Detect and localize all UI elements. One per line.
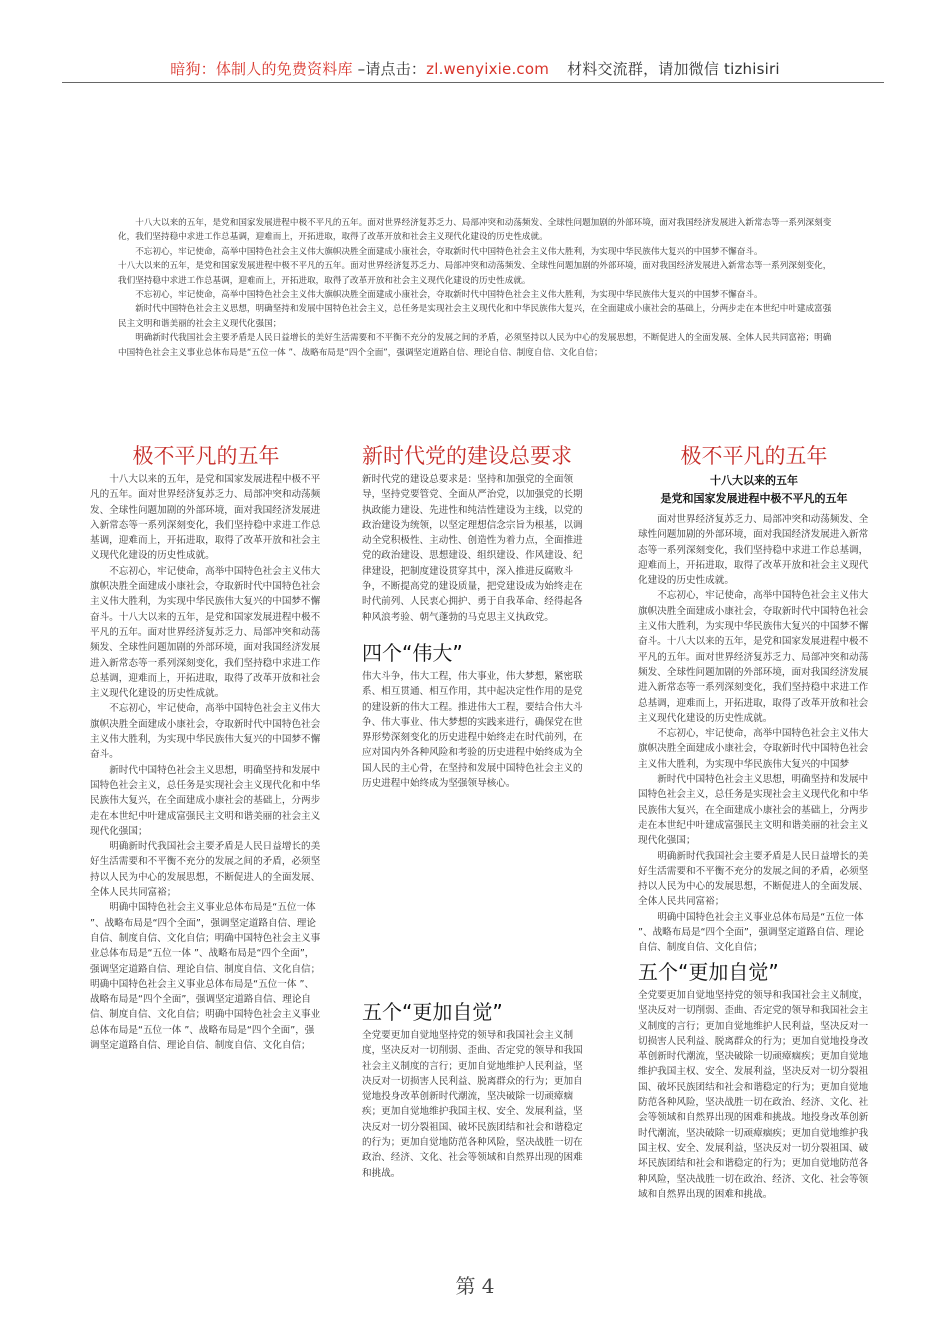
subtitle: 是党和国家发展进程中极不平凡的五年 bbox=[660, 492, 848, 505]
paragraph: 明确中国特色社会主义事业总体布局是“五位一体 ”、战略布局是“四个全面”，强调坚定道路自信、理论自信、制度自信、文化自信；明确中国特色社会主义事业总体布局是“五位一体 ”、战略布局是“四个全面”，强调坚定道路自信、理论自信、制度自信、文化自信；明确中国特色社会主义事业总体布局是“五位一体 ”、战略布局是“四个全面”，强调坚定道路自信、理论自信、制度自信、文化自信；明确中国特色社会主义事业总体布局是“五位一体 ”、战略布局是“四个全面”，强调坚定道路自信、理论自信、制度自信、文化自信； bbox=[90, 902, 321, 1051]
paragraph: 不忘初心，牢记使命，高举中国特色社会主义伟大旗帜决胜全面建成小康社会，夺取新时代中国特色社会主义伟大胜利，为实现中华民族伟大复兴的中国梦 bbox=[638, 728, 869, 770]
header-brand: 暗狗：体制人的免费资料库 bbox=[170, 60, 353, 78]
paragraph: 不忘初心，牢记使命，高举中国特色社会主义伟大旗帜决胜全面建成小康社会，夺取新时代中国特色社会主义伟大胜利，为实现中华民族伟大复兴的中国梦不懈奋斗。 bbox=[90, 703, 321, 761]
intro-paragraph: 明确新时代我国社会主要矛盾是人民日益增长的美好生活需要和不平衡不充分的发展之间的矛盾，必须坚持以人民为中心的发展思想，不断促进人的全面发展、全体人民共同富裕；明确中国特色社会主义事业总体布局是“五位一体 ”、战略布局是“四个全面”，强调坚定道路自信、理论自信、制度自信、文化自信； bbox=[118, 333, 832, 358]
section-title: 五个“更加自觉” bbox=[362, 1000, 503, 1024]
header-contact: 材料交流群，请加微信 tizhisiri bbox=[567, 60, 780, 78]
page-number: 第 4 bbox=[455, 1274, 495, 1298]
intro-paragraph: 十八大以来的五年，是党和国家发展进程中极不平凡的五年。面对世界经济复苏乏力、局部冲突和动荡频发、全球性问题加剧的外部环境，面对我国经济发展进入新常态等一系列深刻变化，我们坚持稳中求进工作总基调，迎难而上，开拓进取，取得了改革开放和社会主义现代化建设的历史性成就。 bbox=[118, 218, 832, 243]
subtitle: 十八大以来的五年 bbox=[710, 474, 798, 487]
intro-paragraph: 不忘初心，牢记使命，高举中国特色社会主义伟大旗帜决胜全面建成小康社会，夺取新时代中国特色社会主义伟大胜利，为实现中华民族伟大复兴的中国梦不懈奋斗。 bbox=[135, 246, 763, 257]
section-title: 极不平凡的五年 bbox=[132, 444, 280, 468]
header-link[interactable]: zl.wenyixie.com bbox=[426, 60, 550, 78]
column-five-years bbox=[90, 442, 322, 1053]
intro-block bbox=[118, 216, 836, 360]
paragraph: 新时代中国特色社会主义思想，明确坚持和发展中国特色社会主义，总任务是实现社会主义现代化和中华民族伟大复兴，在全面建成小康社会的基础上，分两步走在本世纪中叶建成富强民主文明和谐美丽的社会主义现代化强国； bbox=[638, 774, 869, 847]
column-five-consciousness bbox=[362, 998, 588, 1181]
column-five-consciousness-right bbox=[638, 958, 870, 1202]
section-title: 五个“更加自觉” bbox=[638, 960, 779, 984]
paragraph: 不忘初心，牢记使命，高举中国特色社会主义伟大旗帜决胜全面建成小康社会，夺取新时代中国特色社会主义伟大胜利，为实现中华民族伟大复兴的中国梦不懈奋斗。十八大以来的五年，是党和国家发展进程中极不平凡的五年。面对世界经济复苏乏力、局部冲突和动荡频发、全球性问题加剧的外部环境，面对我国经济发展进入新常态等一系列深刻变化，我们坚持稳中求进工作总基调，迎难而上，开拓进取，取得了改革开放和社会主义现代化建设的历史性成就。 bbox=[638, 590, 869, 724]
header-divider bbox=[62, 82, 884, 83]
intro-paragraph: 不忘初心，牢记使命，高举中国特色社会主义伟大旗帜决胜全面建成小康社会，夺取新时代中国特色社会主义伟大胜利，为实现中华民族伟大复兴的中国梦不懈奋斗。 bbox=[135, 290, 763, 301]
paragraph: 新时代党的建设总要求是：坚持和加强党的全面领导，坚持党要管党、全面从严治党，以加强党的长期执政能力建设、先进性和纯洁性建设为主线，以党的政治建设为统领，以坚定理想信念宗旨为根基，以调动全党积极性、主动性、创造性为着力点，全面推进党的政治建设、思想建设、组织建设、作风建设、纪律建设，把制度建设贯穿其中，深入推进反腐败斗争，不断提高党的建设质量，把党建设成为始终走在时代前列、人民衷心拥护、勇于自我革命、经得起各种风浪考验、朝气蓬勃的马克思主义执政党。 bbox=[362, 474, 583, 623]
header-link-prefix: –请点击： bbox=[352, 60, 427, 78]
paragraph: 不忘初心，牢记使命，高举中国特色社会主义伟大旗帜决胜全面建成小康社会，夺取新时代中国特色社会主义伟大胜利，为实现中华民族伟大复兴的中国梦不懈奋斗。十八大以来的五年，是党和国家发展进程中极不平凡的五年。面对世界经济复苏乏力、局部冲突和动荡频发、全球性问题加剧的外部环境，面对我国经济发展进入新常态等一系列深刻变化，我们坚持稳中求进工作总基调，迎难而上，开拓进取，取得了改革开放和社会主义现代化建设的历史性成就。 bbox=[90, 565, 321, 700]
section-title: 极不平凡的五年 bbox=[680, 444, 828, 468]
page-header bbox=[0, 58, 950, 79]
paragraph: 伟大斗争，伟大工程，伟大事业，伟大梦想，紧密联系、相互贯通、相互作用，其中起决定性作用的是党的建设新的伟大工程。推进伟大工程，要结合伟大斗争、伟大事业、伟大梦想的实践来进行，确保党在世界形势深刻变化的历史进程中始终走在时代前列，在应对国内外各种风险和考验的历史进程中始终成为全国人民的主心骨，在坚持和发展中国特色社会主义的历史进程中始终成为坚强领导核心。 bbox=[362, 670, 583, 790]
intro-paragraph: 十八大以来的五年，是党和国家发展进程中极不平凡的五年。面对世界经济复苏乏力、局部冲突和动荡频发、全球性问题加剧的外部环境，面对我国经济发展进入新常态等一系列深刻变化，我们坚持稳中求进工作总基调，迎难而上，开拓进取，取得了改革开放和社会主义现代化建设的历史性成就。 bbox=[118, 261, 832, 286]
paragraph: 十八大以来的五年，是党和国家发展进程中极不平凡的五年。面对世界经济复苏乏力、局部冲突和动荡频发、全球性问题加剧的外部环境，面对我国经济发展进入新常态等一系列深刻变化，我们坚持稳中求进工作总基调，迎难而上，开拓进取，取得了改革开放和社会主义现代化建设的历史性成就。 bbox=[90, 474, 321, 562]
section-title: 新时代党的建设总要求 bbox=[362, 444, 572, 468]
column-five-years-right bbox=[638, 442, 870, 956]
paragraph: 明确新时代我国社会主要矛盾是人民日益增长的美好生活需要和不平衡不充分的发展之间的矛盾，必须坚持以人民为中心的发展思想，不断促进人的全面发展、全体人民共同富裕； bbox=[90, 841, 321, 899]
intro-paragraph: 新时代中国特色社会主义思想，明确坚持和发展中国特色社会主义，总任务是实现社会主义现代化和中华民族伟大复兴，在全面建成小康社会的基础上，分两步走在本世纪中叶建成富强民主文明和谐美丽的社会主义现代化强国； bbox=[118, 304, 832, 329]
paragraph: 新时代中国特色社会主义思想，明确坚持和发展中国特色社会主义，总任务是实现社会主义现代化和中华民族伟大复兴，在全面建成小康社会的基础上，分两步走在本世纪中叶建成富强民主文明和谐美丽的社会主义现代化强国； bbox=[90, 764, 321, 837]
paragraph: 面对世界经济复苏乏力、局部冲突和动荡频发、全球性问题加剧的外部环境，面对我国经济发展进入新常态等一系列深刻变化，我们坚持稳中求进工作总基调，迎难而上，开拓进取，取得了改革开放和社会主义现代化建设的历史性成就。 bbox=[638, 514, 869, 587]
paragraph: 全党要更加自觉地坚持党的领导和我国社会主义制度，坚决反对一切削弱、歪曲、否定党的领导和我国社会主义制度的言行；更加自觉地维护人民利益，坚决反对一切损害人民利益、脱离群众的行为；更加自觉地投身改革创新时代潮流，坚决破除一切顽瘴痼疾；更加自觉地维护我国主权、安全、发展利益，坚决反对一切分裂祖国、破坏民族团结和社会和谐稳定的行为；更加自觉地防范各种风险，坚决战胜一切在政治、经济、文化、社会等领域和自然界出现的困难和挑战。地投身改革创新时代潮流，坚决破除一切顽瘴痼疾；更加自觉地维护我国主权、安全、发展利益，坚决反对一切分裂祖国、破坏民族团结和社会和谐稳定的行为；更加自觉地防范各种风险，坚决战胜一切在政治、经济、文化、社会等领域和自然界出现的困难和挑战。 bbox=[638, 990, 869, 1200]
column-party-building bbox=[362, 442, 588, 791]
section-title: 四个“伟大” bbox=[362, 640, 463, 665]
paragraph: 明确中国特色社会主义事业总体布局是“五位一体 ”、战略布局是“四个全面”，强调坚定道路自信、理论自信、制度自信、文化自信； bbox=[638, 911, 864, 954]
paragraph: 明确新时代我国社会主要矛盾是人民日益增长的美好生活需要和不平衡不充分的发展之间的矛盾，必须坚持以人民为中心的发展思想，不断促进人的全面发展、全体人民共同富裕； bbox=[638, 850, 869, 908]
paragraph: 全党要更加自觉地坚持党的领导和我国社会主义制度，坚决反对一切削弱、歪曲、否定党的领导和我国社会主义制度的言行；更加自觉地维护人民利益，坚决反对一切损害人民利益、脱离群众的行为；更加自觉地投身改革创新时代潮流，坚决破除一切顽瘴痼疾；更加自觉地维护我国主权、安全、发展利益，坚决反对一切分裂祖国、破坏民族团结和社会和谐稳定的行为；更加自觉地防范各种风险，坚决战胜一切在政治、经济、文化、社会等领域和自然界出现的困难和挑战。 bbox=[362, 1030, 583, 1179]
